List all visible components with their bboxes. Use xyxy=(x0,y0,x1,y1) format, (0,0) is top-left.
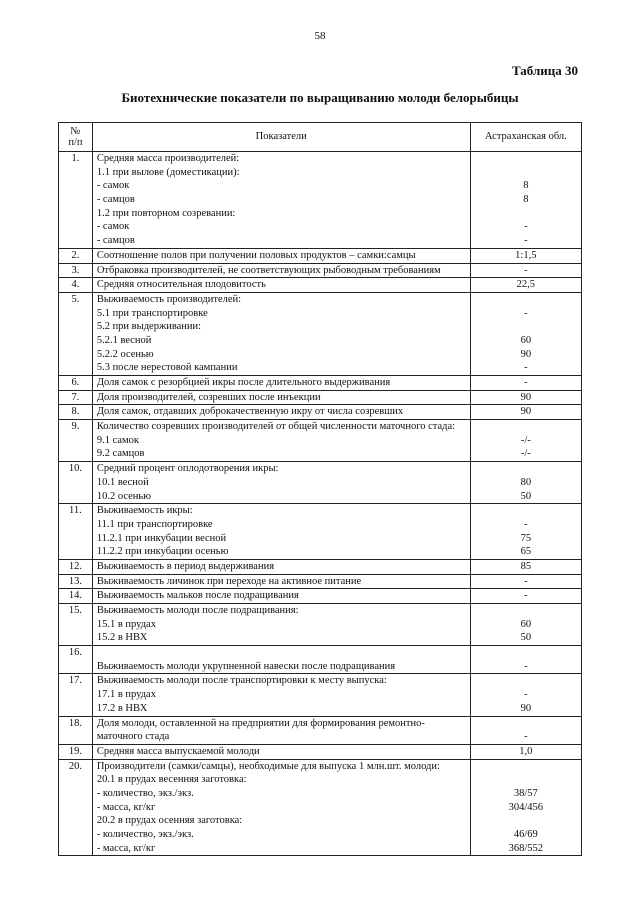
row-number-text: 7. xyxy=(71,391,80,403)
row-value xyxy=(470,759,581,856)
indicator-line: Выживаемость молоди после транспортировки к месту выпуска: xyxy=(96,675,387,687)
row-value xyxy=(470,744,581,759)
row-indicator xyxy=(92,744,470,759)
table-header-row xyxy=(59,123,582,152)
indicator-line: Выживаемость икры: xyxy=(96,505,193,517)
value-line: 90 xyxy=(520,391,532,403)
row-value xyxy=(470,559,581,574)
row-number-text: 1. xyxy=(71,153,80,164)
value-line: 85 xyxy=(520,560,532,572)
indicator-line: Доля производителей, созревших после инъекции xyxy=(96,391,321,403)
row-indicator xyxy=(92,559,470,574)
row-indicator xyxy=(92,292,470,375)
header-number xyxy=(59,123,93,152)
row-value xyxy=(470,376,581,391)
table-row xyxy=(59,716,582,744)
indicator-line: 5.3 после нерестовой кампании xyxy=(96,362,238,374)
row-indicator xyxy=(92,604,470,646)
value-line: - xyxy=(524,307,528,319)
value-line: 1:1,5 xyxy=(515,249,537,261)
table-row xyxy=(59,574,582,589)
indicator-line: Выживаемость молоди после подращивания: xyxy=(96,605,299,616)
row-value xyxy=(470,674,581,716)
row-number-text: 11. xyxy=(69,505,82,517)
value-line: - xyxy=(524,362,528,374)
value-line xyxy=(475,814,577,828)
header-number-line2: п/п xyxy=(68,137,83,148)
value-line: 50 xyxy=(520,490,532,502)
indicators-table xyxy=(58,122,582,856)
value-line xyxy=(475,504,577,518)
row-number xyxy=(59,462,93,504)
row-value xyxy=(470,248,581,263)
row-number xyxy=(59,292,93,375)
indicator-line: 9.1 самок xyxy=(96,434,140,446)
row-number-text: 4. xyxy=(71,279,80,291)
row-number-text: 19. xyxy=(68,745,82,757)
row-number-text: 14. xyxy=(68,590,82,602)
row-number-text: 8. xyxy=(71,406,80,418)
value-line: 8 xyxy=(523,194,529,206)
header-indicator: Показатели xyxy=(92,123,470,152)
indicator-line: Выживаемость личинок при переходе на активное питание xyxy=(96,575,362,587)
value-line: 90 xyxy=(520,406,532,418)
value-line xyxy=(475,773,577,787)
indicator-line: 15.1 в прудах xyxy=(96,618,156,630)
indicator-line: - самок xyxy=(96,221,130,233)
row-number xyxy=(59,263,93,278)
value-line: 1,0 xyxy=(519,745,533,757)
value-line: 90 xyxy=(520,348,532,360)
indicator-line: Соотношение полов при получении половых продуктов – самки:самцы xyxy=(96,249,416,261)
table-row xyxy=(59,248,582,263)
row-indicator xyxy=(92,589,470,604)
indicator-line: Выживаемость в период выдерживания xyxy=(96,560,275,572)
row-indicator xyxy=(92,759,470,856)
table-row xyxy=(59,504,582,560)
row-number xyxy=(59,504,93,560)
row-number-text: 15. xyxy=(68,605,82,616)
row-indicator xyxy=(92,674,470,716)
value-line xyxy=(475,152,577,166)
row-number xyxy=(59,574,93,589)
row-value xyxy=(470,263,581,278)
row-number xyxy=(59,604,93,646)
indicator-line: 5.2 при выдерживании: xyxy=(96,321,202,333)
indicator-line: - масса, кг/кг xyxy=(96,842,156,854)
row-value xyxy=(470,646,581,674)
indicator-line: Выживаемость мальков после подращивания xyxy=(96,590,299,602)
row-indicator xyxy=(92,504,470,560)
row-number-text: 9. xyxy=(71,421,80,433)
row-indicator xyxy=(92,152,470,249)
indicator-line: Количество созревших производителей от общей численности маточного стада: xyxy=(96,421,456,433)
page-number: 58 xyxy=(314,30,326,42)
row-number-text: 2. xyxy=(71,249,80,261)
row-number xyxy=(59,405,93,420)
indicator-line: Средняя относительная плодовитость xyxy=(96,279,266,291)
indicator-line: 10.1 весной xyxy=(96,476,149,488)
value-line: - xyxy=(524,264,528,276)
row-number xyxy=(59,376,93,391)
row-number-text: 10. xyxy=(68,463,82,475)
row-number xyxy=(59,646,93,674)
indicator-line: 9.2 самцов xyxy=(96,448,145,460)
value-line: 368/552 xyxy=(508,842,544,854)
indicator-line: Средний процент оплодотворения икры: xyxy=(96,463,279,475)
value-line: - xyxy=(524,660,528,672)
row-number-text: 18. xyxy=(68,717,82,729)
row-value xyxy=(470,462,581,504)
row-value xyxy=(470,604,581,646)
header-number-line1: № xyxy=(70,126,81,137)
indicator-line: Средняя масса производителей: xyxy=(96,153,240,164)
row-number-text: 13. xyxy=(68,575,82,587)
table-row xyxy=(59,278,582,293)
table-row xyxy=(59,462,582,504)
value-line: 60 xyxy=(520,618,532,630)
indicator-line: 1.2 при повторном созревании: xyxy=(96,207,236,219)
value-line: 304/456 xyxy=(508,801,544,813)
value-line xyxy=(475,320,577,334)
value-line xyxy=(475,166,577,180)
indicator-line: 17.2 в НВХ xyxy=(96,702,148,714)
value-line: 75 xyxy=(520,532,532,544)
table-row xyxy=(59,263,582,278)
row-indicator xyxy=(92,646,470,674)
value-line: 90 xyxy=(520,702,532,714)
row-number xyxy=(59,716,93,744)
indicator-line: Выживаемость молоди укрупненной навески после подращивания xyxy=(96,660,396,672)
value-line: - xyxy=(524,590,528,602)
row-value xyxy=(470,420,581,462)
value-line xyxy=(475,674,577,688)
value-line: - xyxy=(524,377,528,388)
indicator-line: - самцов xyxy=(96,194,135,206)
value-line: - xyxy=(524,575,528,587)
row-value xyxy=(470,405,581,420)
row-number-text: 17. xyxy=(68,675,82,687)
row-number xyxy=(59,278,93,293)
indicator-line: 20.1 в прудах весенняя заготовка: xyxy=(96,774,247,786)
indicator-line: 10.2 осенью xyxy=(96,490,152,502)
row-value xyxy=(470,504,581,560)
value-line: - xyxy=(524,221,528,233)
row-indicator xyxy=(92,390,470,405)
value-line: - xyxy=(524,689,528,701)
indicator-line: 1.1 при вылове (доместикации): xyxy=(96,166,240,178)
indicator-line: - самок xyxy=(96,180,130,192)
row-value xyxy=(470,390,581,405)
value-line xyxy=(475,604,577,618)
indicator-line: Доля самок с резорбцией икры после длительного выдерживания xyxy=(96,377,391,388)
table-row xyxy=(59,376,582,391)
value-line xyxy=(475,420,577,434)
row-indicator xyxy=(92,405,470,420)
value-line: - xyxy=(524,731,528,743)
row-value xyxy=(470,716,581,744)
indicator-line: - самцов xyxy=(96,235,135,247)
indicator-line: 5.2.1 весной xyxy=(96,334,152,346)
table-row xyxy=(59,390,582,405)
row-number-text: 12. xyxy=(68,560,82,572)
row-number xyxy=(59,559,93,574)
indicator-line: 11.1 при транспортировке xyxy=(96,518,213,530)
row-value xyxy=(470,278,581,293)
row-number-text: 6. xyxy=(71,377,80,388)
indicator-line: Отбраковка производителей, не соответствующих рыбоводным требованиям xyxy=(96,264,441,276)
row-indicator xyxy=(92,263,470,278)
table-row xyxy=(59,589,582,604)
indicator-line: Выживаемость производителей: xyxy=(96,293,242,305)
row-value xyxy=(470,152,581,249)
indicator-line: - количество, экз./экз. xyxy=(96,829,194,840)
row-number-text: 20. xyxy=(68,760,82,772)
row-number-text: 3. xyxy=(71,264,80,276)
value-line: 80 xyxy=(520,476,532,488)
row-number xyxy=(59,589,93,604)
row-number xyxy=(59,390,93,405)
row-indicator xyxy=(92,420,470,462)
indicator-line: Средняя масса выпускаемой молоди xyxy=(96,745,260,757)
header-region: Астраханская обл. xyxy=(470,123,581,152)
row-number-text: 16. xyxy=(68,647,82,659)
table-row xyxy=(59,759,582,856)
row-number xyxy=(59,152,93,249)
row-indicator xyxy=(92,462,470,504)
table-row xyxy=(59,646,582,674)
value-line: 22,5 xyxy=(516,279,535,291)
table-row xyxy=(59,420,582,462)
value-line: 46/69 xyxy=(513,829,538,840)
indicator-line: Доля самок, отдавших доброкачественную икру от числа созревших xyxy=(96,406,404,418)
value-line: -/- xyxy=(520,434,531,446)
value-line: 8 xyxy=(523,180,529,192)
table-row xyxy=(59,604,582,646)
row-number xyxy=(59,744,93,759)
value-line: 60 xyxy=(520,334,532,346)
row-number xyxy=(59,420,93,462)
value-line xyxy=(475,207,577,221)
row-indicator xyxy=(92,716,470,744)
row-value xyxy=(470,292,581,375)
indicator-line: маточного стада xyxy=(96,731,170,743)
value-line xyxy=(475,646,577,660)
indicator-line: 20.2 в прудах осенняя заготовка: xyxy=(96,815,243,827)
table-row xyxy=(59,744,582,759)
table-row xyxy=(59,559,582,574)
table-row xyxy=(59,292,582,375)
indicator-line: 15.2 в НВХ xyxy=(96,632,148,644)
value-line: -/- xyxy=(520,448,531,460)
table-row xyxy=(59,152,582,249)
indicator-line: 5.2.2 осенью xyxy=(96,348,154,360)
value-line xyxy=(475,760,577,774)
indicator-line: Производители (самки/самцы), необходимые для выпуска 1 млн.шт. молоди: xyxy=(96,760,440,772)
value-line: - xyxy=(524,235,528,247)
value-line xyxy=(475,462,577,476)
row-indicator xyxy=(92,248,470,263)
value-line: 65 xyxy=(520,546,532,558)
table-row xyxy=(59,405,582,420)
row-indicator xyxy=(92,278,470,293)
table-body xyxy=(59,152,582,856)
indicator-line: 5.1 при транспортировке xyxy=(96,307,208,319)
indicator-line: - масса, кг/кг xyxy=(96,801,156,813)
indicator-line: - количество, экз./экз. xyxy=(96,787,194,799)
value-line xyxy=(475,717,577,731)
row-number xyxy=(59,248,93,263)
row-value xyxy=(470,574,581,589)
indicator-line: Доля молоди, оставленной на предприятии для формирования ремонтно- xyxy=(96,717,425,729)
value-line: 50 xyxy=(520,632,532,644)
row-number xyxy=(59,674,93,716)
indicator-line: 11.2.2 при инкубации осенью xyxy=(96,546,229,558)
value-line: 38/57 xyxy=(513,787,538,799)
row-number-text: 5. xyxy=(71,293,80,305)
row-value xyxy=(470,589,581,604)
indicator-line: 11.2.1 при инкубации весной xyxy=(96,532,227,544)
indicator-line: 17.1 в прудах xyxy=(96,689,156,701)
row-number xyxy=(59,759,93,856)
value-line xyxy=(475,293,577,307)
value-line: - xyxy=(524,518,528,530)
table-row xyxy=(59,674,582,716)
document-title: Биотехнические показатели по выращиванию молоди белорыбицы xyxy=(121,90,519,105)
row-indicator xyxy=(92,574,470,589)
row-indicator xyxy=(92,376,470,391)
indicator-line xyxy=(97,646,466,660)
table-label: Таблица 30 xyxy=(511,63,578,78)
